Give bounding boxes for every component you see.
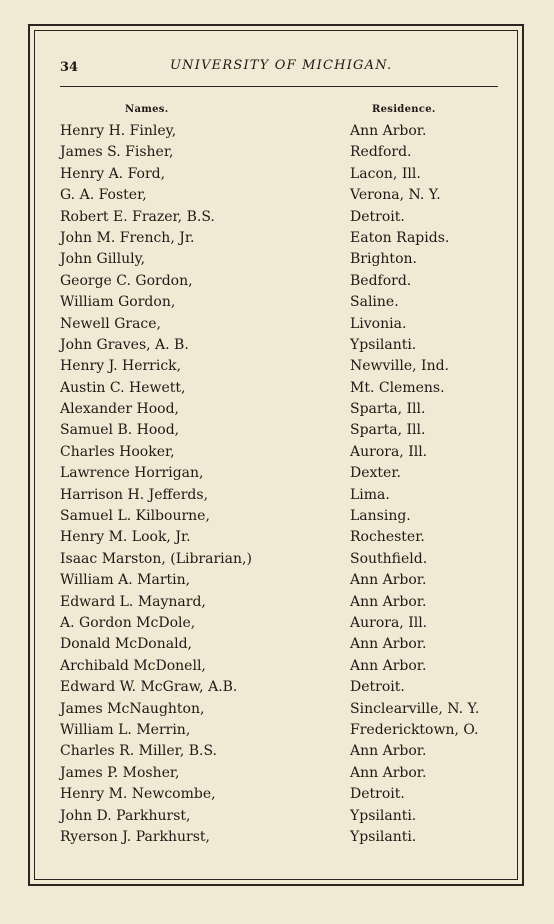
student-residence: Aurora, Ill.: [350, 443, 428, 460]
student-name: John Gilluly,: [60, 251, 146, 268]
list-item: [0, 698, 554, 719]
page-header: [60, 58, 500, 80]
student-residence: Ann Arbor.: [350, 123, 427, 139]
list-item: [0, 548, 554, 569]
student-name: Edward W. McGraw, A.B.: [60, 679, 238, 696]
list-item: [0, 184, 554, 205]
list-item: [0, 826, 554, 847]
student-residence: Sparta, Ill.: [350, 401, 426, 418]
list-item: [0, 805, 554, 826]
student-name: Isaac Marston, (Librarian,): [60, 550, 252, 567]
list-item: [0, 398, 554, 419]
student-name: John M. French, Jr.: [60, 229, 195, 246]
student-name: Robert E. Frazer, B.S.: [60, 208, 215, 225]
student-residence: Sparta, Ill.: [350, 422, 426, 439]
list-item: [0, 612, 554, 633]
student-name: James S. Fisher,: [60, 144, 174, 161]
student-name: G. A. Foster,: [60, 187, 147, 204]
student-name: Ryerson J. Parkhurst,: [60, 828, 210, 845]
student-residence: Dexter.: [350, 465, 401, 482]
student-name: A. Gordon McDole,: [60, 614, 196, 631]
student-residence: Fredericktown, O.: [350, 721, 479, 738]
student-residence: Southfield.: [350, 550, 428, 567]
list-item: [0, 419, 554, 440]
student-residence: Ann Arbor.: [350, 572, 427, 589]
list-item: [0, 484, 554, 505]
student-residence: Lima.: [350, 486, 390, 503]
student-name: Henry H. Finley,: [60, 123, 177, 139]
student-name: Henry M. Newcombe,: [60, 786, 216, 803]
list-item: [0, 569, 554, 590]
student-residence: Detroit.: [350, 208, 405, 225]
student-residence: Ann Arbor.: [350, 636, 427, 653]
list-item: [0, 355, 554, 376]
list-item: [0, 591, 554, 612]
student-residence: Verona, N. Y.: [350, 187, 441, 204]
student-name: Samuel B. Hood,: [60, 422, 180, 439]
student-residence: Ypsilanti.: [350, 336, 417, 353]
student-residence: Lacon, Ill.: [350, 165, 421, 182]
student-name: Lawrence Horrigan,: [60, 465, 204, 482]
student-name: Samuel L. Kilbourne,: [60, 508, 210, 525]
student-name: William Gordon,: [60, 294, 176, 311]
student-residence: Saline.: [350, 294, 399, 311]
student-residence: Detroit.: [350, 786, 405, 803]
list-item: [0, 719, 554, 740]
student-residence: Ypsilanti.: [350, 807, 417, 824]
student-name: William L. Merrin,: [60, 721, 191, 738]
student-residence: Livonia.: [350, 315, 407, 332]
student-name: Henry A. Ford,: [60, 165, 166, 182]
list-item: [0, 441, 554, 462]
student-residence: Ann Arbor.: [350, 593, 427, 610]
student-name: John D. Parkhurst,: [60, 807, 191, 824]
list-item: [0, 783, 554, 804]
student-name: James P. Mosher,: [60, 764, 180, 781]
list-item: [0, 676, 554, 697]
student-residence: Newville, Ind.: [350, 358, 450, 375]
student-name: William A. Martin,: [60, 572, 191, 589]
list-item: [0, 526, 554, 547]
student-residence: Brighton.: [350, 251, 417, 268]
student-name: Charles R. Miller, B.S.: [60, 743, 217, 760]
list-item: [0, 291, 554, 312]
student-residence: Detroit.: [350, 679, 405, 696]
running-title: UNIVERSITY OF MICHIGAN.: [170, 58, 393, 73]
list-item: [0, 163, 554, 184]
list-item: [0, 655, 554, 676]
list-item: [0, 270, 554, 291]
student-residence: Ann Arbor.: [350, 764, 427, 781]
student-residence: Aurora, Ill.: [350, 614, 428, 631]
student-name: Henry J. Herrick,: [60, 358, 182, 375]
student-residence: Mt. Clemens.: [350, 379, 445, 396]
list-item: [0, 227, 554, 248]
student-name: Edward L. Maynard,: [60, 593, 206, 610]
student-name: James McNaughton,: [60, 700, 205, 717]
student-name: John Graves, A. B.: [60, 336, 189, 353]
student-residence: Ypsilanti.: [350, 828, 417, 845]
list-item: [0, 740, 554, 761]
student-name: Harrison H. Jefferds,: [60, 486, 209, 503]
student-name: Charles Hooker,: [60, 443, 175, 460]
student-residence: Rochester.: [350, 529, 425, 546]
student-name: Archibald McDonell,: [60, 657, 206, 674]
list-item: [0, 334, 554, 355]
student-name: Donald McDonald,: [60, 636, 192, 653]
student-name: Newell Grace,: [60, 315, 162, 332]
student-residence: Redford.: [350, 144, 412, 161]
list-item: [0, 505, 554, 526]
page-number: 34: [60, 60, 79, 75]
list-item: [0, 141, 554, 162]
student-residence: Lansing.: [350, 508, 411, 525]
student-residence: Eaton Rapids.: [350, 229, 450, 246]
list-item: [0, 206, 554, 227]
header-rule: [60, 86, 498, 87]
list-item: [0, 462, 554, 483]
student-list: [0, 120, 554, 847]
list-item: [0, 377, 554, 398]
student-residence: Bedford.: [350, 272, 412, 289]
list-item: [0, 248, 554, 269]
student-name: George C. Gordon,: [60, 272, 193, 289]
student-residence: Ann Arbor.: [350, 743, 427, 760]
list-item: [0, 633, 554, 654]
student-name: Alexander Hood,: [60, 401, 179, 418]
student-residence: Ann Arbor.: [350, 657, 427, 674]
student-residence: Sinclearville, N. Y.: [350, 700, 480, 717]
column-header-residence: Residence.: [372, 104, 436, 115]
list-item: [0, 762, 554, 783]
student-name: Henry M. Look, Jr.: [60, 529, 191, 546]
student-name: Austin C. Hewett,: [60, 379, 186, 396]
list-item: [0, 120, 554, 141]
column-header-names: Names.: [125, 104, 169, 115]
list-item: [0, 313, 554, 334]
